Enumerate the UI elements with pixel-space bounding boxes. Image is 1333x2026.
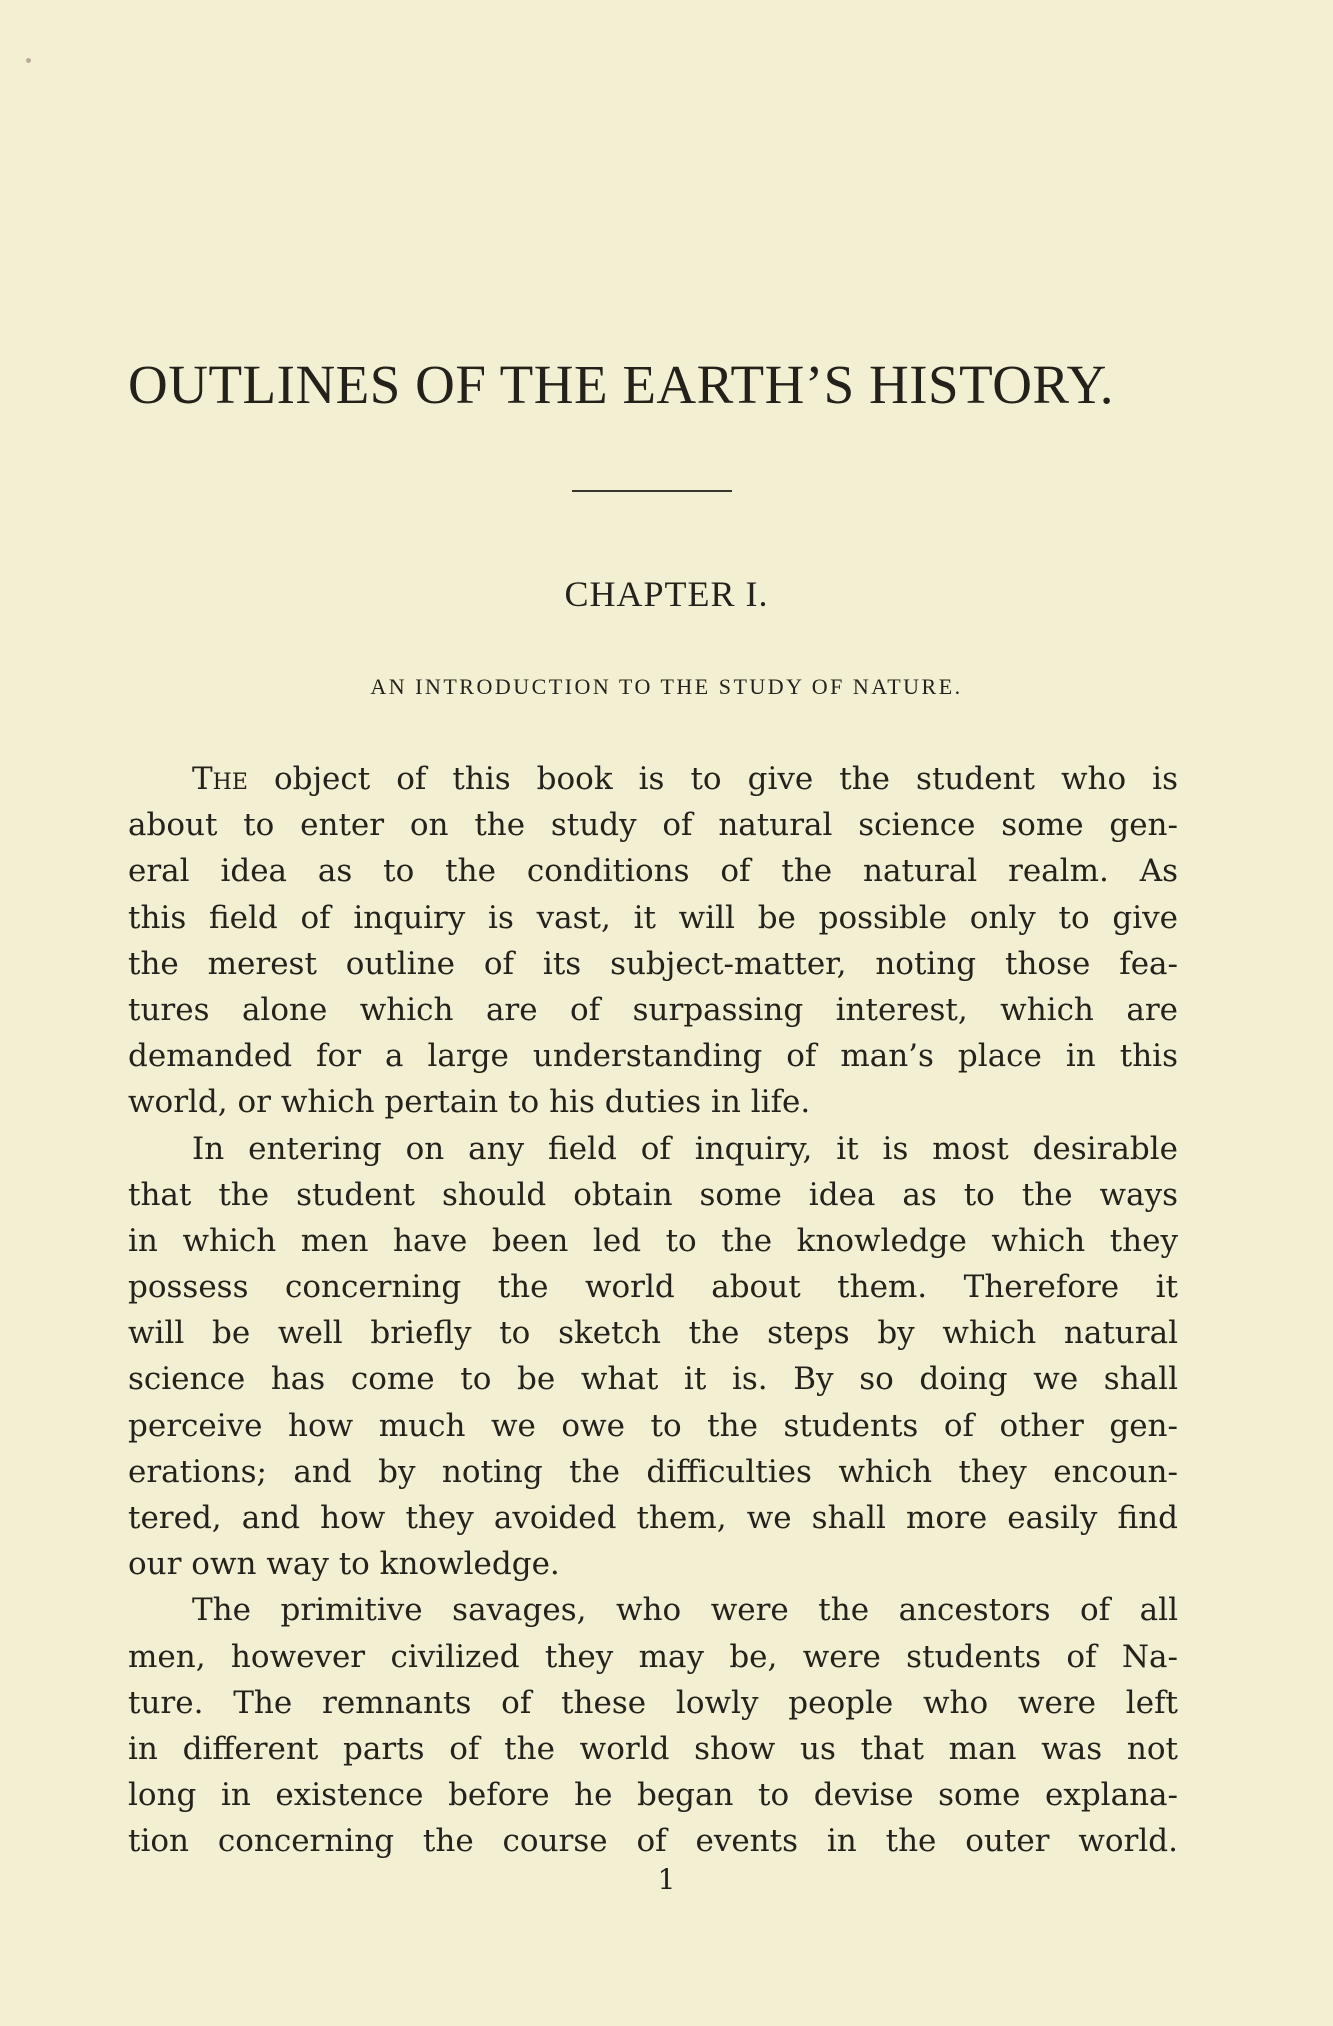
- text-line: perceive how much we owe to the students of other gen-: [128, 1407, 1178, 1444]
- text-line: tered, and how they avoided them, we shall more easily find: [128, 1500, 1178, 1536]
- text-line: The primitive savages, who were the ancestors of all: [192, 1592, 1178, 1629]
- body-text: [128, 756, 1178, 1865]
- text-line-content: object of this book is to give the student who is: [247, 761, 1178, 797]
- text-line: in different parts of the world show us that man was not: [128, 1730, 1178, 1767]
- text-line: our own way to knowledge.: [128, 1546, 560, 1583]
- text-line: long in existence before he began to devise some explana-: [128, 1777, 1178, 1814]
- text-line: this field of inquiry is vast, it will be possible only to give: [128, 899, 1178, 936]
- page-number: 1: [657, 1863, 676, 1896]
- text-line: that the student should obtain some idea as to the ways: [128, 1176, 1178, 1213]
- text-line: [128, 756, 1178, 802]
- text-line: tion concerning the course of events in the outer world.: [128, 1823, 1178, 1860]
- book-title: OUTLINES OF THE EARTH’S HISTORY.: [128, 354, 1114, 415]
- title-divider: [572, 490, 732, 492]
- text-line: in which men have been led to the knowledge which they: [128, 1222, 1178, 1259]
- text-line: world, or which pertain to his duties in life.: [128, 1084, 811, 1121]
- text-line: men, however civilized they may be, were students of Na-: [128, 1638, 1178, 1675]
- lead-word: The: [192, 761, 248, 797]
- chapter-subtitle: AN INTRODUCTION TO THE STUDY OF NATURE.: [370, 674, 963, 699]
- text-line: In entering on any field of inquiry, it is most desirable: [192, 1130, 1178, 1167]
- text-line: possess concerning the world about them. Therefore it: [128, 1269, 1178, 1306]
- text-line: erations; and by noting the difficulties which they encoun-: [128, 1453, 1178, 1490]
- text-line: science has come to be what it is. By so doing we shall: [128, 1361, 1178, 1398]
- paper-speck: [26, 58, 31, 63]
- text-line: the merest outline of its subject-matter, noting those fea-: [128, 945, 1178, 982]
- text-line: ture. The remnants of these lowly people who were left: [128, 1684, 1178, 1721]
- text-line: will be well briefly to sketch the steps by which natural: [128, 1315, 1178, 1352]
- text-line: tures alone which are of surpassing interest, which are: [128, 991, 1178, 1028]
- text-line: about to enter on the study of natural science some gen-: [128, 807, 1178, 844]
- text-line: demanded for a large understanding of man’s place in this: [128, 1038, 1178, 1075]
- text-line: eral idea as to the conditions of the natural realm. As: [128, 853, 1178, 890]
- chapter-heading: CHAPTER I.: [564, 574, 769, 614]
